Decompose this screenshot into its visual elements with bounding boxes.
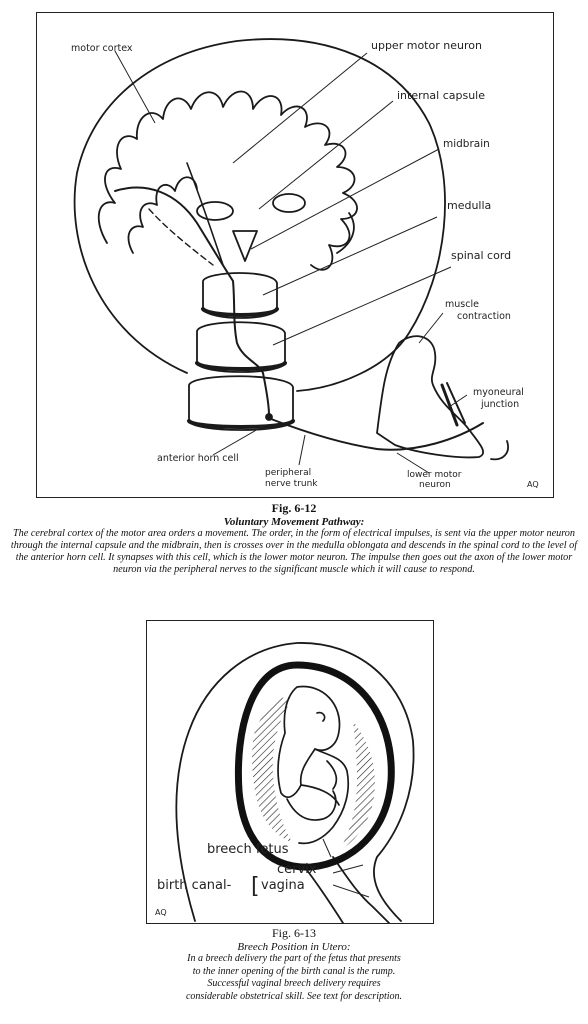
fig-6-13-line-2: to the inner opening of the birth canal is the rump. [192,965,396,977]
upper-motor-neuron-path [115,188,269,415]
figure-6-13-caption [0,926,588,1003]
label-anterior-horn-cell: anterior horn cell [157,453,239,464]
label-muscle-contraction-1: muscle [445,299,479,310]
muscle-outline [377,336,483,457]
figure-6-12-caption [0,501,588,576]
label-internal-capsule: internal capsule [397,89,485,102]
figure-6-12-frame [36,12,554,498]
fig-6-12-description: The cerebral cortex of the motor area orders a movement. The order, in the form of electrical impulses, is sent via the upper motor neuron through the internal capsule and the midbrain, then is crosses over in the medulla oblongata and descends in the spinal cord to the level of the anterior horn cell. It synapses with this cell, which is the lower motor neuron. The impulse then goes out the axon of the lower motor neuron via the peripheral nerves to the significant muscle which it will cause to respond. [10,528,578,575]
label-medulla: medulla [447,199,492,212]
ventricle-right [273,194,305,212]
label-peripheral-nerve-trunk-1: peripheral [265,468,312,478]
medulla-segment [197,322,285,372]
label-spinal-cord: spinal cord [451,249,512,262]
label-cervix: cervix [277,862,317,877]
label-upper-motor-neuron: upper motor neuron [371,39,482,52]
fig-6-13-line-3: Successful vaginal breech delivery requires [207,978,381,989]
label-midbrain: midbrain [443,138,490,150]
label-peripheral-nerve-trunk-2: nerve trunk [265,479,318,489]
amniotic-sac-left [252,697,293,843]
label-breech-fetus: breech fetus [207,842,289,857]
label-lower-motor-neuron-1: lower motor [407,470,462,480]
cortex-gyri [99,91,357,269]
cortex-gyri-inner [128,177,197,253]
fig-6-12-title: Voluntary Movement Pathway: [223,516,365,528]
fetus-drawing [278,687,348,844]
label-myoneural-junction-1: myoneural [473,387,524,398]
third-ventricle [233,231,257,261]
fig-6-13-number: Fig. 6-13 [271,926,316,940]
label-birth-canal: birth canal- [157,878,232,893]
fig-6-13-line-1: In a breech delivery the part of the fetus that presents [187,953,401,964]
fig-6-12-number: Fig. 6-12 [271,501,317,515]
fig-6-13-title: Breech Position in Utero: [237,941,351,953]
label-bracket: [ [251,874,260,899]
label-motor-cortex: motor cortex [71,43,133,54]
artist-signature-2: AQ [155,908,167,917]
brain-outline [75,39,445,391]
breech-position-diagram [147,621,433,923]
fig-6-13-line-4: considerable obstetrical skill. See text for description. [185,990,403,1002]
birth-canal-outline [333,857,389,923]
label-lower-motor-neuron-2: neuron [419,480,451,490]
label-vagina: vagina [261,878,305,893]
label-myoneural-junction-2: junction [481,399,520,410]
figure-6-13-frame [146,620,434,924]
label-muscle-contraction-2: contraction [457,311,511,322]
motor-pathway-diagram [37,13,553,497]
artist-signature: AQ [527,480,539,489]
